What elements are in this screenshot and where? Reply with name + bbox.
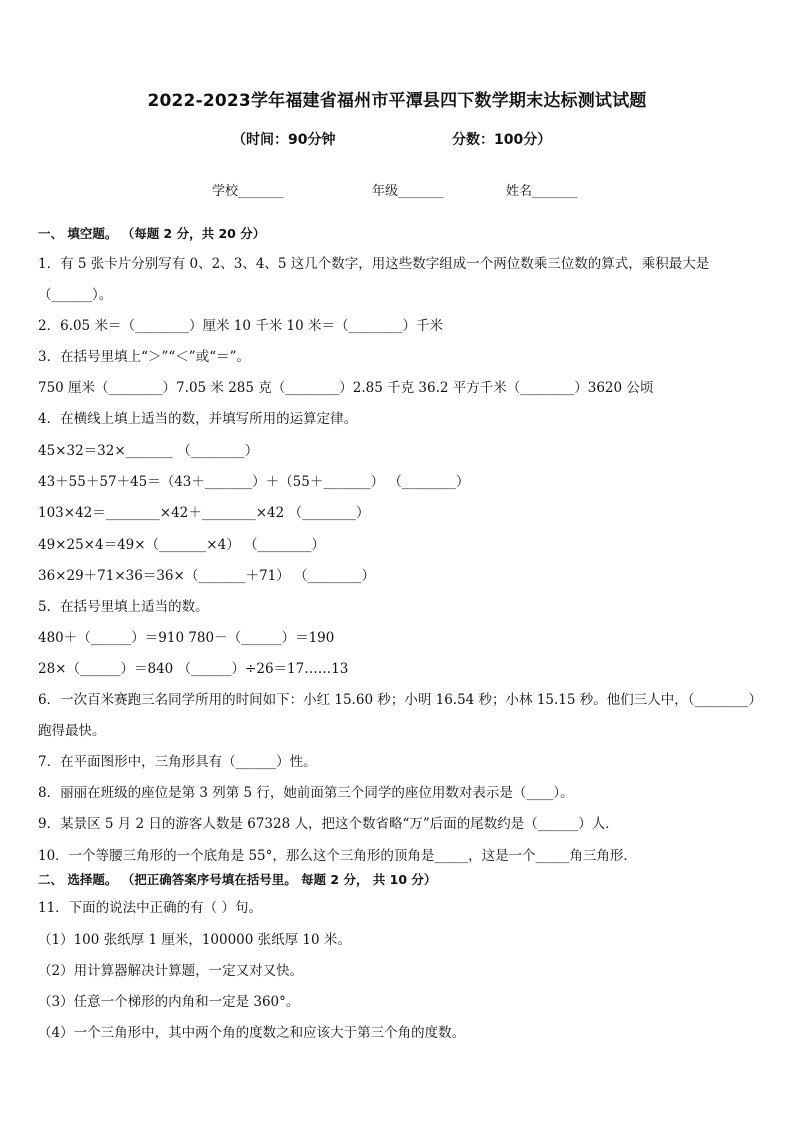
question-line: 49×25×4＝49×（_______×4） （________）	[38, 537, 326, 553]
question-line: 10．一个等腰三角形的一个底角是 55°，那么这个三角形的顶角是_____，这是一个_____角三角形．	[38, 848, 637, 864]
question-line: 8．丽丽在班级的座位是第 3 列第 5 行，她前面第三个同学的座位用数对表示是（____）。	[38, 785, 574, 801]
question-line: （4）一个三角形中，其中两个角的度数之和应该大于第三个角的度数。	[38, 1025, 466, 1041]
question-line: 7．在平面图形中，三角形具有（______）性。	[38, 754, 317, 770]
question-line: 9．某景区 5 月 2 日的游客人数是 67328 人，把这个数省略“万”后面的尾数约是（______）人．	[38, 816, 619, 832]
question-line: 36×29＋71×36＝36×（_______＋71） （________）	[38, 568, 376, 584]
question-line: 1．有 5 张卡片分别写有 0、2、3、4、5 这几个数字，用这些数字组成一个两位数乘三位数的算式，乘积最大是	[38, 256, 710, 272]
section-heading: 二、 选择题。 （把正确答案序号填在括号里。 每题 2 分， 共 10 分）	[38, 872, 437, 887]
question-line: （3）任意一个梯形的内角和一定是 360°。	[38, 994, 300, 1010]
section-heading: 一、 填空题。 （每题 2 分，共 20 分）	[38, 226, 266, 241]
question-line: 480＋（______）＝910 780－（______）＝190	[38, 630, 335, 646]
question-line: 750 厘米（________）7.05 米 285 克（________）2.85 千克 36.2 平方千米（________）3620 公顷	[38, 380, 654, 396]
page-title: 2022-2023学年福建省福州市平潭县四下数学期末达标测试试题	[147, 91, 647, 111]
question-line: 28×（______）＝840 （______）÷26＝17……13	[38, 661, 349, 677]
question-line: 跑得最快。	[38, 723, 106, 739]
exam-score: 分数：100分）	[452, 132, 552, 148]
question-line: （2）用计算器解决计算题，一定又对又快。	[38, 963, 304, 979]
question-line: 3．在括号里填上“＞”“＜”或“＝”。	[38, 349, 250, 365]
question-line: （______）。	[38, 287, 113, 303]
question-line: 4．在横线上填上适当的数，并填写所用的运算定律。	[38, 411, 358, 427]
question-line: 11．下面的说法中正确的有（ ）句。	[38, 900, 262, 916]
name-field: 姓名_______	[506, 184, 578, 199]
school-field: 学校_______	[212, 184, 284, 199]
grade-field: 年级_______	[372, 184, 444, 199]
exam-time: （时间：90分钟	[232, 132, 336, 148]
question-line: 45×32＝32×_______ （________）	[38, 443, 259, 459]
question-line: 2．6.05 米＝（________）厘米 10 千米 10 米＝（________）千米	[38, 318, 443, 334]
question-line: 6．一次百米赛跑三名同学所用的时间如下：小红 15.60 秒；小明 16.54 秒；小林 15.15 秒。他们三人中，（________）	[38, 692, 763, 708]
question-line: 43＋55＋57＋45＝（43＋_______）＋（55＋_______） （________）	[38, 474, 470, 490]
question-line: 103×42＝________×42＋________×42 （________）	[38, 505, 370, 521]
question-line: 5．在括号里填上适当的数。	[38, 599, 209, 615]
question-line: （1）100 张纸厚 1 厘米，100000 张纸厚 10 米。	[38, 932, 351, 948]
